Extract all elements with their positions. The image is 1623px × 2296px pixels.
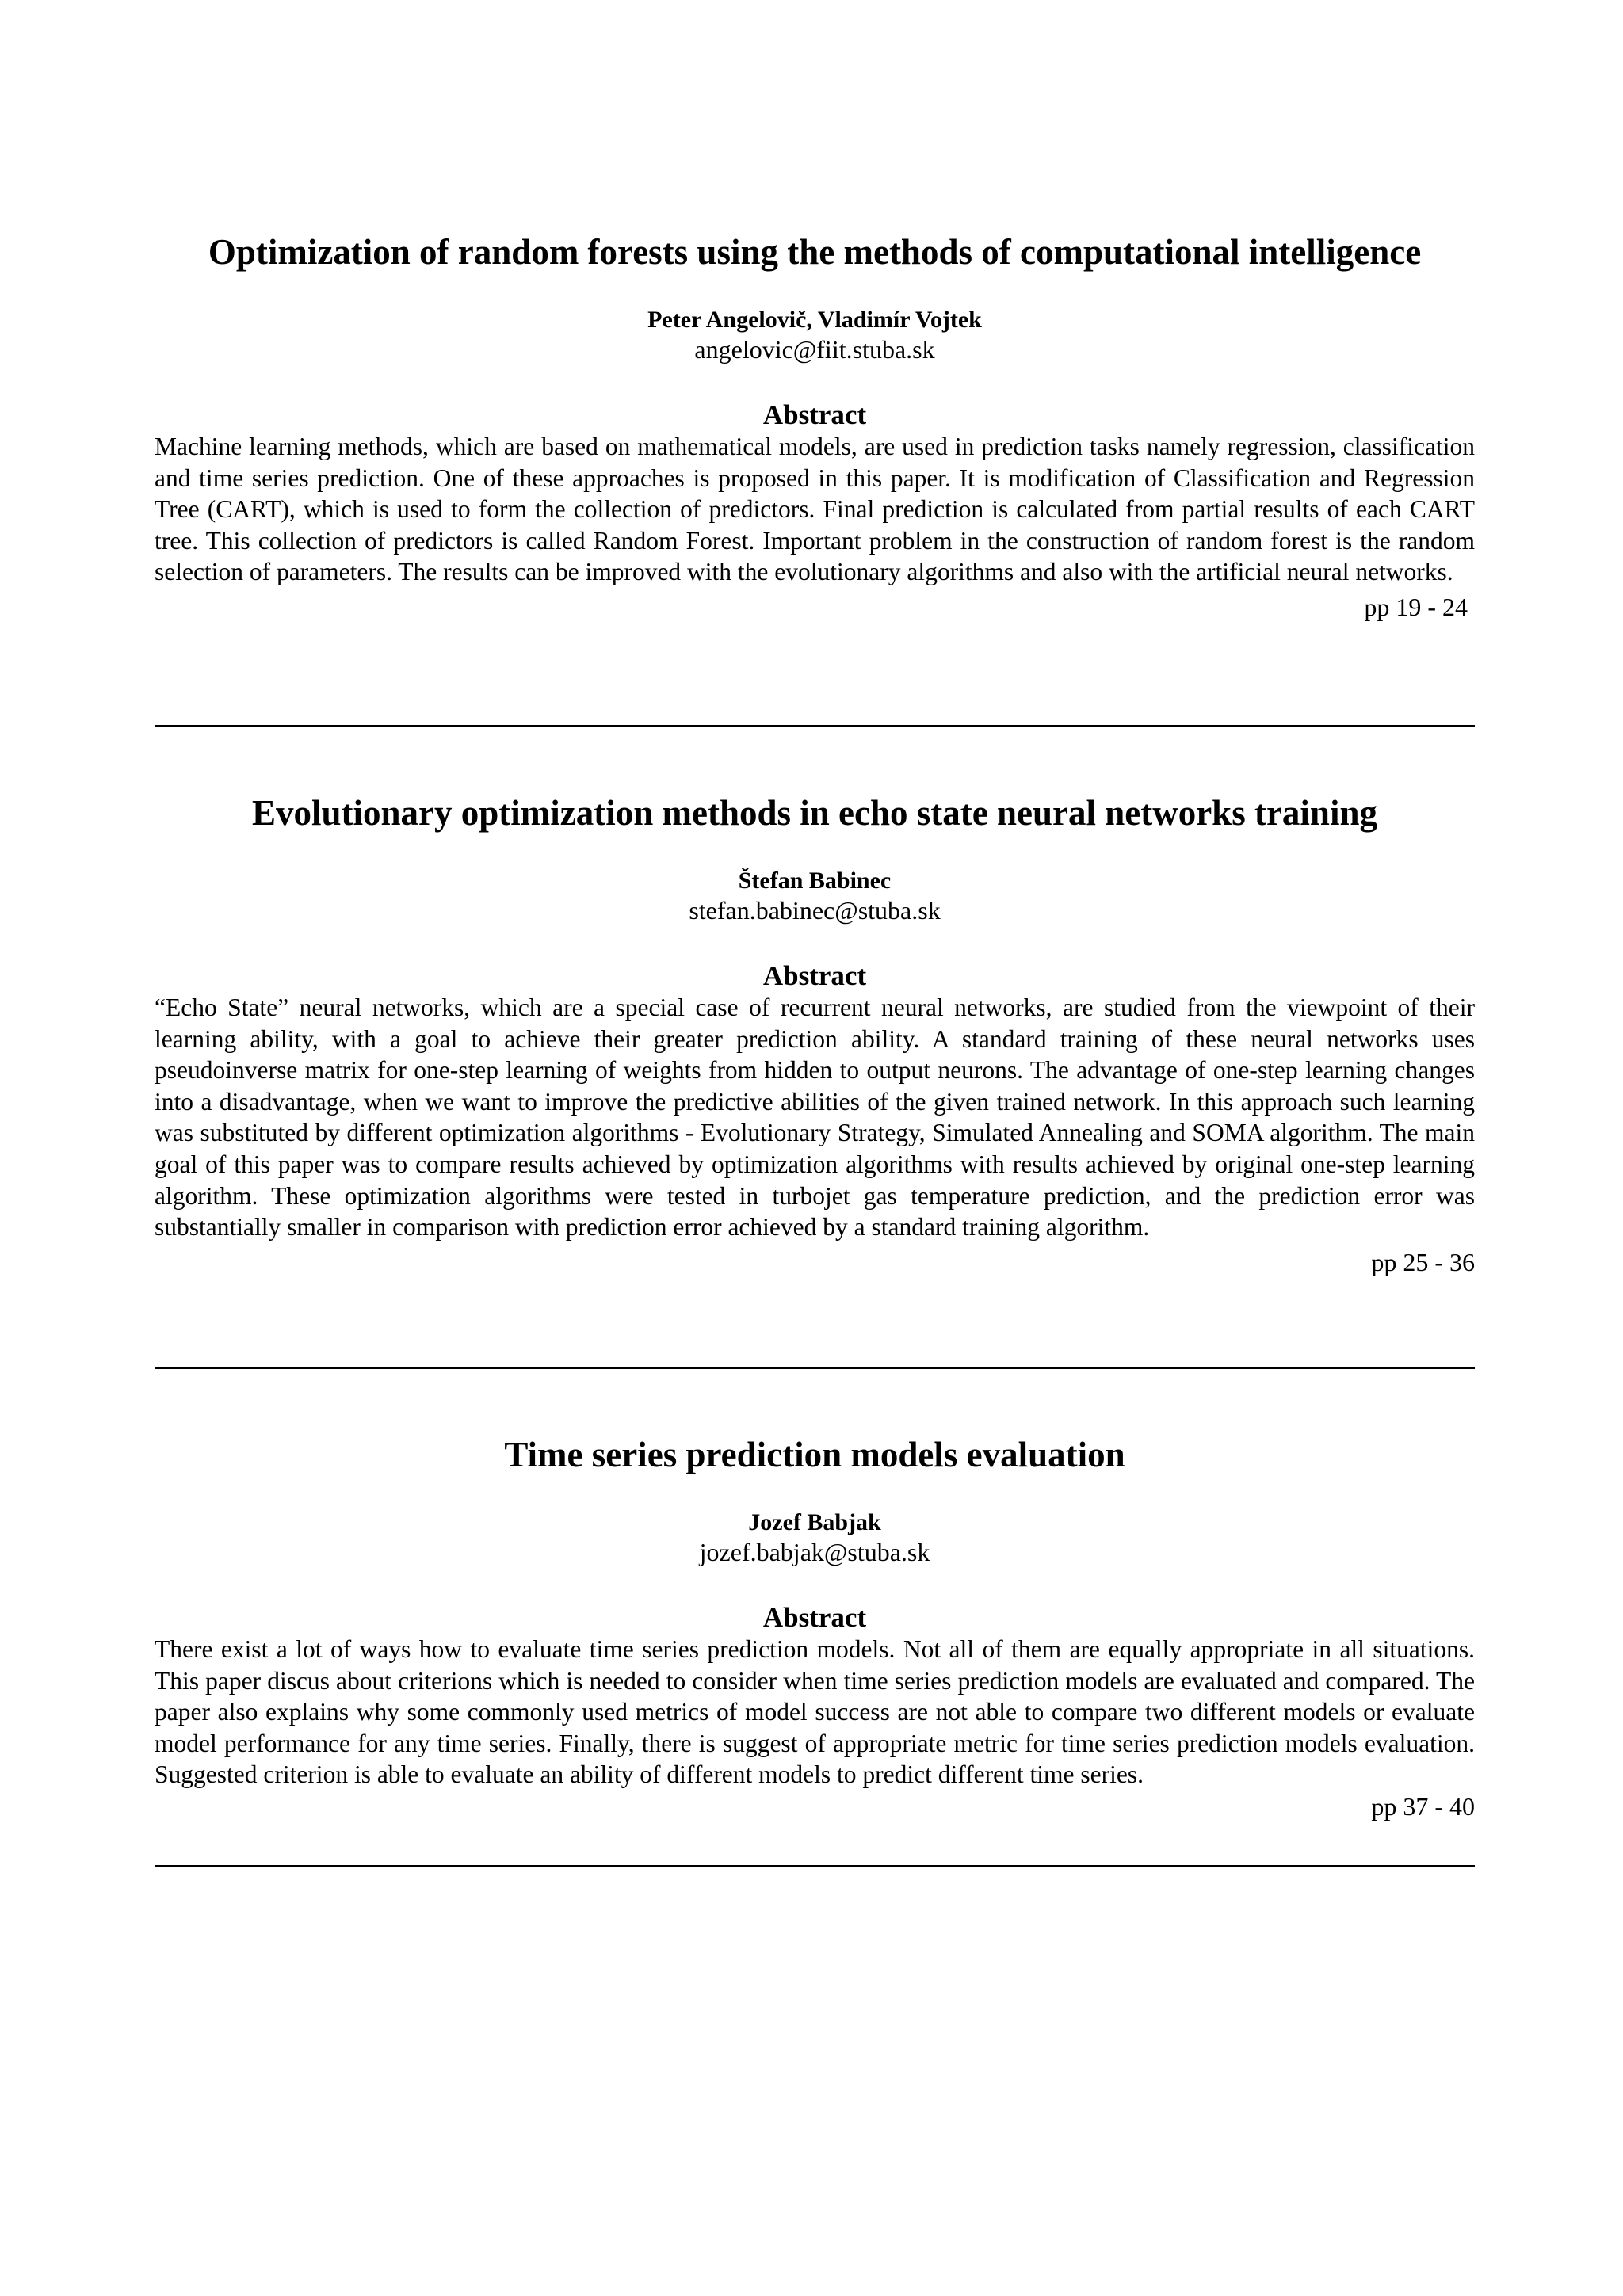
- paper-email: jozef.babjak@stuba.sk: [699, 1538, 930, 1566]
- paper-entry-1: [155, 230, 1475, 623]
- page-range: pp 37 - 40: [1371, 1791, 1475, 1821]
- paper-email: stefan.babinec@stuba.sk: [689, 896, 941, 925]
- abstract-heading: Abstract: [762, 399, 867, 430]
- abstract-heading: Abstract: [762, 1602, 867, 1633]
- page-range: pp 25 - 36: [1371, 1247, 1475, 1276]
- paper-authors: Jozef Babjak: [748, 1509, 881, 1535]
- section-divider: [155, 1367, 1475, 1369]
- paper-entry-2: [155, 791, 1475, 1278]
- paper-title: Time series prediction models evaluation: [504, 1435, 1125, 1474]
- abstract-text: Machine learning methods, which are based on mathematical models, are used in prediction tasks namely regression, classification and time series prediction. One of these approaches is proposed in this paper. It is modification of Classification and Regression Tree (CART), which is used to form the collection of predictors. Final prediction is calculated from partial results of each CART tree. This collection of predictors is called Random Forest. Important problem in the construction of random forest is the random selection of parameters. The results can be improved with the evolutionary algorithms and also with the artificial neural networks.: [155, 433, 1475, 586]
- section-divider: [155, 725, 1475, 727]
- abstract-text: “Echo State” neural networks, which are a special case of recurrent neural networks, are studied from the viewpoint of their learning ability, with a goal to achieve their greater prediction ability. A standard training of these neural networks uses pseudoinverse matrix for one-step learning of weights from hidden to output neurons. The advantage of one-step learning changes into a disadvantage, when we want to improve the predictive abilities of the given trained network. In this approach such learning was substituted by different optimization algorithms - Evolutionary Strategy, Simulated Annealing and SOMA algorithm. The main goal of this paper was to compare results achieved by optimization algorithms with results achieved by original one-step learning algorithm. These optimization algorithms were tested in turbojet gas temperature prediction, and the prediction error was substantially smaller in comparison with prediction error achieved by a standard training algorithm.: [155, 994, 1475, 1241]
- abstract-text: There exist a lot of ways how to evaluate time series prediction models. Not all of them are equally appropriate in all situations. This paper discus about criterions which is needed to consider when time series prediction models are evaluated and compared. The paper also explains why some commonly used metrics of model success are not able to compare two different models or evaluate model performance for any time series. Finally, there is suggest of appropriate metric for time series prediction models evaluation. Suggested criterion is able to evaluate an ability of different models to predict different time series.: [155, 1635, 1475, 1789]
- abstract-heading: Abstract: [762, 960, 867, 991]
- paper-authors: Peter Angelovič, Vladimír Vojtek: [647, 307, 982, 333]
- page-range: pp 19 - 24: [1364, 592, 1468, 621]
- paper-email: angelovic@fiit.stuba.sk: [694, 335, 935, 364]
- paper-title: Optimization of random forests using the methods of computational intelligence: [208, 232, 1422, 272]
- paper-title: Evolutionary optimization methods in echo state neural networks training: [251, 793, 1377, 833]
- paper-authors: Štefan Babinec: [738, 868, 892, 894]
- paper-entry-3: [155, 1432, 1475, 1822]
- section-divider: [155, 1865, 1475, 1867]
- proceedings-page: [155, 0, 1475, 2296]
